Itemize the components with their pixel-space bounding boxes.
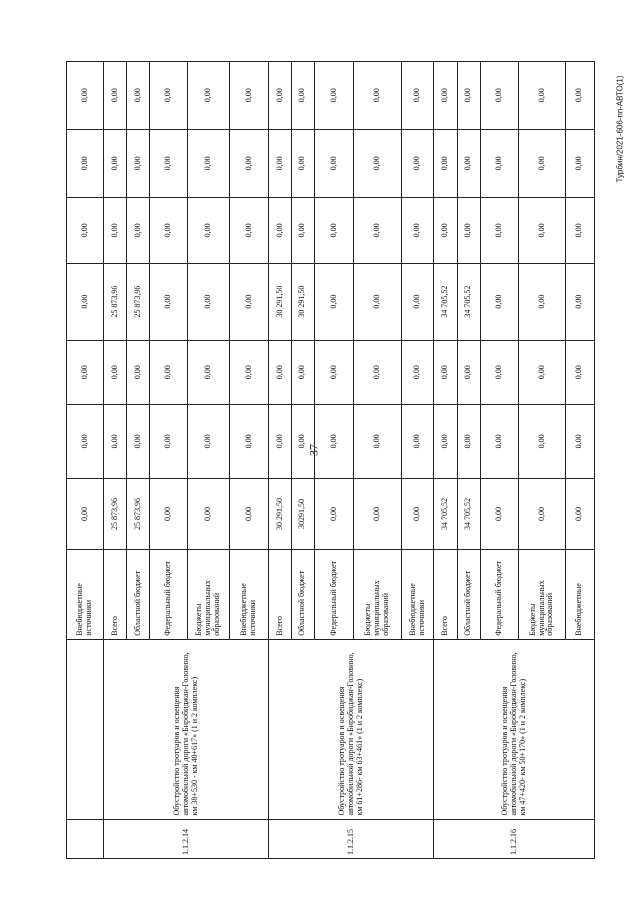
document-footer: Турбин/2021-606-пп-АВТО(1): [615, 75, 625, 183]
amount-cell: 0,00: [188, 340, 229, 404]
amount-cell: 0,00: [269, 62, 292, 130]
funding-source: Областной бюджет: [457, 550, 480, 639]
amount-cell: 0,00: [457, 129, 480, 198]
amount-cell: 0,00: [149, 198, 187, 263]
funding-source: Федеральный бюджет: [480, 550, 518, 639]
amount-cell: 0,00: [565, 263, 594, 340]
amount-cell: 0,00: [67, 129, 104, 198]
table-row: [269, 62, 292, 859]
amount-cell: 0,00: [519, 129, 566, 198]
amount-cell: 0,00: [67, 478, 104, 550]
amount-cell: 0,00: [104, 404, 127, 478]
amount-cell: 0,00: [354, 62, 402, 130]
amount-cell: 0,00: [149, 129, 187, 198]
amount-cell: 0,00: [354, 404, 402, 478]
item-code: 1.1.2.16: [434, 819, 595, 858]
amount-cell: 34 705,52: [457, 478, 480, 550]
amount-cell: 0,00: [314, 263, 353, 340]
item-name: Обустройство тротуаров и освещения автомобильной дороги «Биробиджан-Головино, км 47+420- км 50+170» (1 и 2 комплекс): [434, 639, 595, 819]
amount-cell: 0,00: [519, 62, 566, 130]
amount-cell: 0,00: [457, 62, 480, 130]
budget-table: [66, 61, 595, 859]
amount-cell: 0,00: [188, 478, 229, 550]
amount-cell: 0,00: [104, 198, 127, 263]
funding-source: Бюджеты муниципальных образований: [354, 550, 402, 639]
amount-cell: 0,00: [149, 62, 187, 130]
amount-cell: 0,00: [314, 129, 353, 198]
amount-cell: 0,00: [188, 62, 229, 130]
amount-cell: 0,00: [127, 129, 150, 198]
amount-cell: 0,00: [401, 340, 433, 404]
amount-cell: 0,00: [565, 340, 594, 404]
amount-cell: 0,00: [292, 404, 315, 478]
funding-source: Внебюджетные источники: [401, 550, 433, 639]
amount-cell: 0,00: [354, 198, 402, 263]
table-row: [104, 62, 127, 859]
amount-cell: 0,00: [104, 62, 127, 130]
amount-cell: 0,00: [188, 404, 229, 478]
amount-cell: 25 873,96: [127, 263, 150, 340]
table-row: [434, 62, 458, 859]
amount-cell: 0,00: [480, 404, 518, 478]
amount-cell: 0,00: [269, 340, 292, 404]
amount-cell: 0,00: [519, 478, 566, 550]
item-code: 1.1.2.14: [104, 819, 269, 858]
amount-cell: 0,00: [314, 62, 353, 130]
amount-cell: 0,00: [401, 478, 433, 550]
amount-cell: 0,00: [269, 198, 292, 263]
amount-cell: 0,00: [519, 198, 566, 263]
amount-cell: 0,00: [401, 404, 433, 478]
amount-cell: 0,00: [292, 62, 315, 130]
amount-cell: 0,00: [354, 340, 402, 404]
amount-cell: 0,00: [480, 129, 518, 198]
funding-source: Бюджеты муниципальных образований: [519, 550, 566, 639]
amount-cell: 0,00: [67, 340, 104, 404]
amount-cell: 0,00: [292, 340, 315, 404]
amount-cell: 0,00: [67, 263, 104, 340]
amount-cell: 0,00: [188, 129, 229, 198]
amount-cell: 0,00: [127, 404, 150, 478]
amount-cell: 0,00: [149, 478, 187, 550]
amount-cell: 30 291,50: [269, 263, 292, 340]
amount-cell: 0,00: [434, 198, 458, 263]
amount-cell: 30 291,50: [269, 478, 292, 550]
funding-source: Всего: [269, 550, 292, 639]
amount-cell: 0,00: [565, 198, 594, 263]
amount-cell: 0,00: [354, 478, 402, 550]
amount-cell: 0,00: [480, 478, 518, 550]
table-row: [67, 62, 104, 859]
amount-cell: 0,00: [434, 340, 458, 404]
amount-cell: 0,00: [434, 404, 458, 478]
amount-cell: 0,00: [480, 263, 518, 340]
amount-cell: 0,00: [149, 404, 187, 478]
budget-table-container: [66, 61, 595, 859]
amount-cell: 0,00: [149, 263, 187, 340]
item-code: 1.1.2.15: [269, 819, 434, 858]
amount-cell: 0,00: [519, 263, 566, 340]
amount-cell: 0,00: [565, 62, 594, 130]
amount-cell: 0,00: [292, 129, 315, 198]
amount-cell: 0,00: [565, 478, 594, 550]
amount-cell: 0,00: [229, 404, 268, 478]
amount-cell: 0,00: [401, 198, 433, 263]
item-name: Обустройство тротуаров и освещения автомобильной дороги «Биробиджан-Головино, км 61+286- км 63+461» (1 и 2 комплекс): [269, 639, 434, 819]
amount-cell: 0,00: [401, 129, 433, 198]
amount-cell: 0,00: [519, 404, 566, 478]
funding-source: Областной бюджет: [292, 550, 315, 639]
funding-source: Всего: [434, 550, 458, 639]
amount-cell: 0,00: [565, 404, 594, 478]
amount-cell: 0,00: [67, 62, 104, 130]
budget-table-body: [67, 62, 595, 859]
amount-cell: 0,00: [292, 198, 315, 263]
amount-cell: 0,00: [67, 198, 104, 263]
amount-cell: 0,00: [434, 62, 458, 130]
amount-cell: 0,00: [127, 340, 150, 404]
amount-cell: 0,00: [401, 62, 433, 130]
funding-source: Областной бюджет: [127, 550, 150, 639]
amount-cell: 0,00: [269, 404, 292, 478]
amount-cell: 0,00: [434, 129, 458, 198]
amount-cell: 25 873,96: [127, 478, 150, 550]
amount-cell: 0,00: [229, 478, 268, 550]
amount-cell: 0,00: [229, 198, 268, 263]
amount-cell: 0,00: [67, 404, 104, 478]
item-code: [67, 819, 104, 858]
amount-cell: 0,00: [480, 198, 518, 263]
amount-cell: 0,00: [401, 263, 433, 340]
amount-cell: 0,00: [354, 129, 402, 198]
amount-cell: 30291,50: [292, 478, 315, 550]
amount-cell: 0,00: [188, 263, 229, 340]
item-name: [67, 639, 104, 819]
amount-cell: 0,00: [229, 340, 268, 404]
amount-cell: 0,00: [457, 198, 480, 263]
amount-cell: 0,00: [229, 129, 268, 198]
item-name: Обустройство тротуаров и освещения автомобильной дороги «Биробиджан-Головино, км 38+530 - км 40+617» (1 и 2 комплекс): [104, 639, 269, 819]
amount-cell: 0,00: [314, 478, 353, 550]
amount-cell: 0,00: [104, 129, 127, 198]
amount-cell: 0,00: [269, 129, 292, 198]
funding-source: Внебюджетные источники: [229, 550, 268, 639]
amount-cell: 0,00: [229, 263, 268, 340]
funding-source: Всего: [104, 550, 127, 639]
funding-source: Бюджеты муниципальных образований: [188, 550, 229, 639]
amount-cell: 0,00: [127, 62, 150, 130]
amount-cell: 25 873,96: [104, 263, 127, 340]
amount-cell: 0,00: [188, 198, 229, 263]
amount-cell: 0,00: [457, 404, 480, 478]
funding-source: Внебюджетные источники: [67, 550, 104, 639]
amount-cell: 0,00: [457, 340, 480, 404]
amount-cell: 34 705,52: [457, 263, 480, 340]
funding-source: Федеральный бюджет: [149, 550, 187, 639]
amount-cell: 0,00: [127, 198, 150, 263]
funding-source: Внебюджетные: [565, 550, 594, 639]
amount-cell: 0,00: [149, 340, 187, 404]
amount-cell: 0,00: [314, 198, 353, 263]
amount-cell: 0,00: [480, 62, 518, 130]
amount-cell: 25 873,96: [104, 478, 127, 550]
amount-cell: 0,00: [565, 129, 594, 198]
amount-cell: 0,00: [480, 340, 518, 404]
amount-cell: 0,00: [314, 404, 353, 478]
page-number: 37: [306, 444, 321, 456]
amount-cell: 30 291,50: [292, 263, 315, 340]
amount-cell: 0,00: [519, 340, 566, 404]
amount-cell: 0,00: [104, 340, 127, 404]
amount-cell: 34 705,52: [434, 478, 458, 550]
amount-cell: 0,00: [229, 62, 268, 130]
amount-cell: 0,00: [314, 340, 353, 404]
funding-source: Федеральный бюджет: [314, 550, 353, 639]
amount-cell: 34 705,52: [434, 263, 458, 340]
amount-cell: 0,00: [354, 263, 402, 340]
